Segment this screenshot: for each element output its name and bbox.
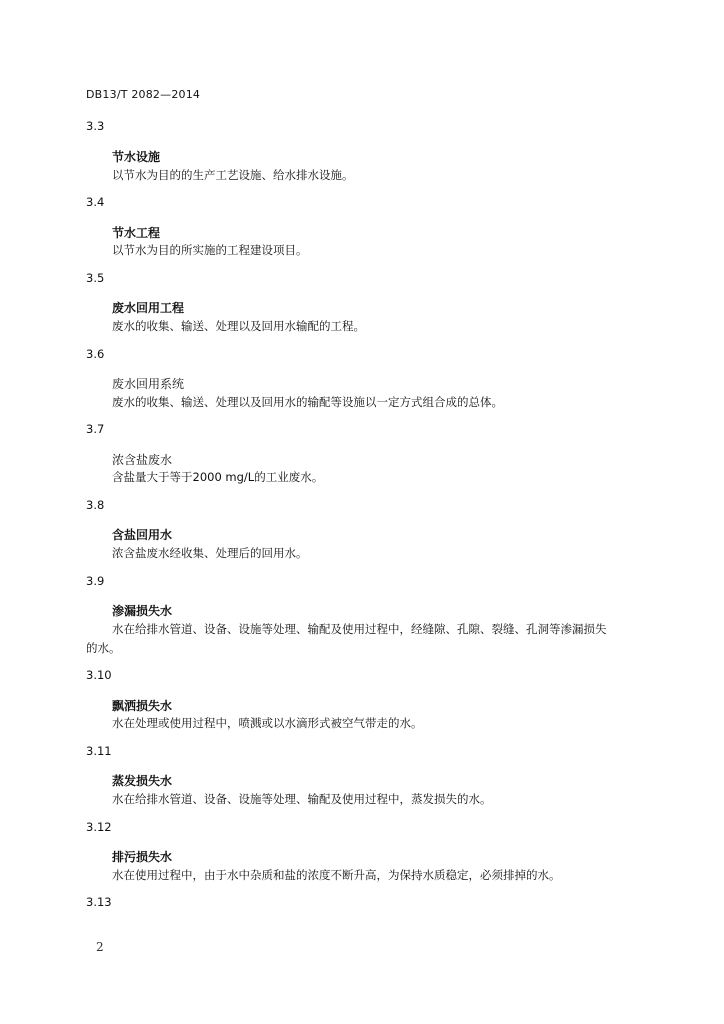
clause-number: 3.12 bbox=[86, 820, 112, 834]
term-definition: 废水的收集、输送、处理以及回用水的输配等设施以一定方式组合成的总体。 bbox=[112, 395, 503, 409]
term-definition: 以节水为目的的生产工艺设施、给水排水设施。 bbox=[112, 168, 354, 182]
clause-number: 3.4 bbox=[86, 195, 105, 209]
term-definition: 以节水为目的所实施的工程建设项目。 bbox=[112, 243, 308, 257]
term-title: 浓含盐废水 bbox=[112, 453, 173, 467]
clause-number: 3.7 bbox=[86, 422, 105, 436]
clause-number: 3.5 bbox=[86, 271, 105, 285]
term-definition: 水在使用过程中，由于水中杂质和盐的浓度不断升高，为保持水质稳定，必须排掉的水。 bbox=[112, 868, 561, 882]
term-definition: 水在给排水管道、设备、设施等处理、输配及使用过程中，经缝隙、孔隙、裂缝、孔洞等渗漏损失 bbox=[112, 622, 607, 636]
clause-number: 3.9 bbox=[86, 574, 105, 588]
clause-number: 3.10 bbox=[86, 668, 112, 682]
clause-number: 3.13 bbox=[86, 895, 112, 909]
term-definition: 水在处理或使用过程中，喷溅或以水滴形式被空气带走的水。 bbox=[112, 716, 423, 730]
clause-number: 3.3 bbox=[86, 119, 105, 133]
term-definition: 浓含盐废水经收集、处理后的回用水。 bbox=[112, 546, 308, 560]
document-code-header: DB13/T 2082—2014 bbox=[86, 88, 201, 101]
term-definition: 水在给排水管道、设备、设施等处理、输配及使用过程中，蒸发损失的水。 bbox=[112, 792, 492, 806]
term-definition: 废水的收集、输送、处理以及回用水输配的工程。 bbox=[112, 319, 365, 333]
term-definition-continuation: 的水。 bbox=[86, 641, 121, 655]
term-title: 飘洒损失水 bbox=[112, 699, 173, 713]
page-number: 2 bbox=[96, 940, 104, 954]
term-title: 渗漏损失水 bbox=[112, 604, 173, 618]
term-definition: 含盐量大于等于2000 mg/L的工业废水。 bbox=[112, 470, 324, 484]
term-title: 节水设施 bbox=[112, 150, 161, 164]
term-title: 蒸发损失水 bbox=[112, 774, 173, 788]
term-title: 排污损失水 bbox=[112, 850, 173, 864]
term-title: 废水回用工程 bbox=[112, 301, 185, 315]
term-title: 含盐回用水 bbox=[112, 528, 173, 542]
clause-number: 3.11 bbox=[86, 744, 112, 758]
clause-number: 3.8 bbox=[86, 498, 105, 512]
term-title: 废水回用系统 bbox=[112, 377, 185, 391]
term-title: 节水工程 bbox=[112, 226, 161, 240]
clause-number: 3.6 bbox=[86, 347, 105, 361]
